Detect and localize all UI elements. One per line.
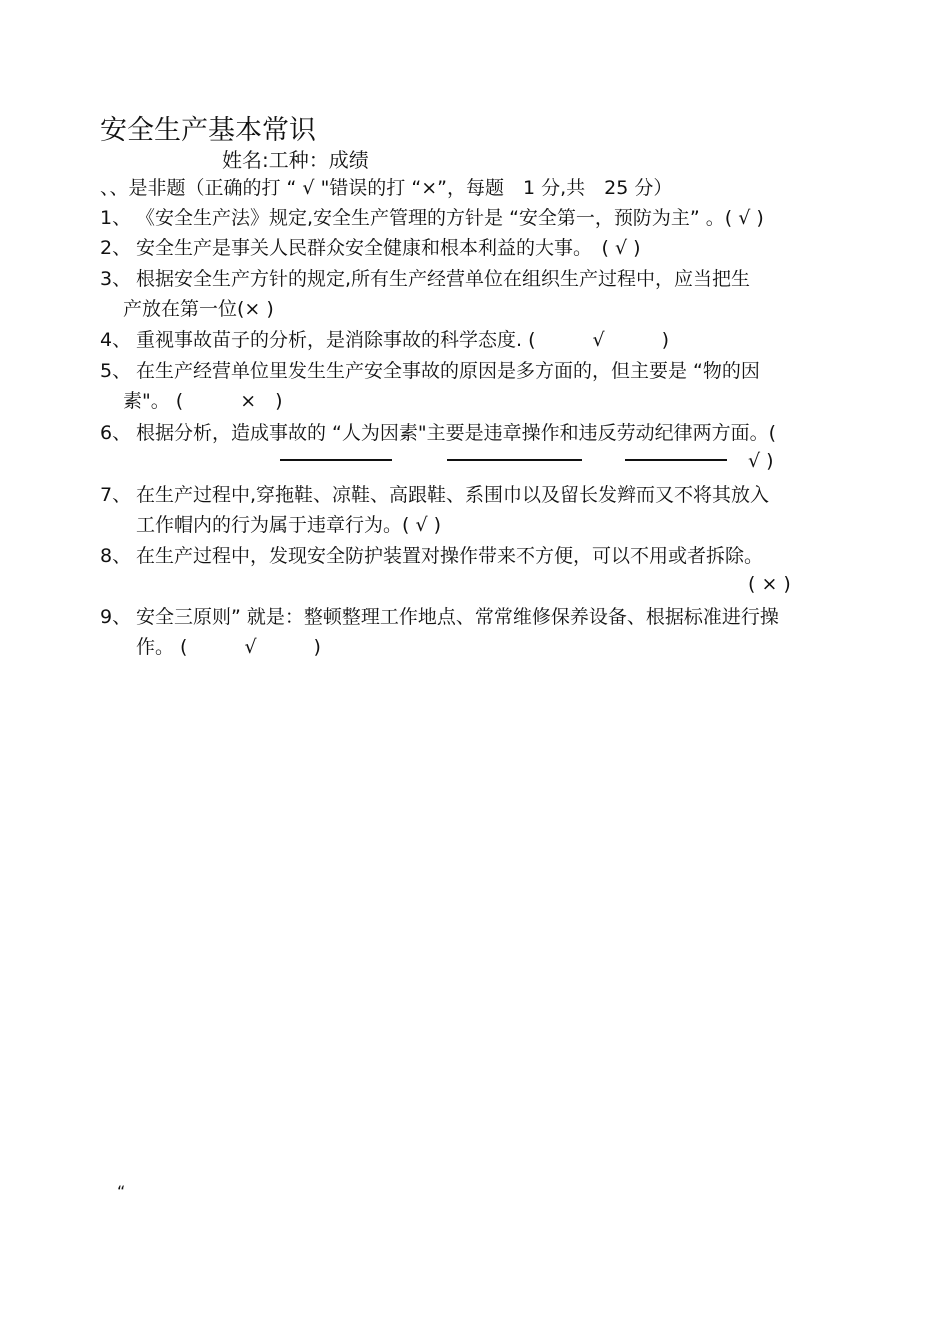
document-title: 安全生产基本常识	[100, 115, 316, 146]
question-text: 安全生产是事关人民群众安全健康和根本利益的大事。 ( √ )	[136, 237, 641, 259]
question-text: 根据分析，造成事故的 “人为因素"主要是违章操作和违反劳动纪律两方面。(	[136, 422, 777, 444]
question-number: 1、	[100, 207, 132, 229]
footer-quote-mark: “	[117, 1182, 126, 1201]
question-number: 8、	[100, 545, 132, 567]
question-3	[100, 264, 900, 324]
question-text: 在生产过程中，发现安全防护装置对操作带来不方便，可以不用或者拆除。	[136, 545, 764, 567]
question-text-continued: 工作帽内的行为属于违章行为。( √ )	[136, 514, 442, 536]
blank-underline	[447, 459, 582, 461]
question-text: 在生产经营单位里发生生产安全事故的原因是多方面的，但主要是 “物的因	[136, 360, 760, 382]
blank-underline	[280, 459, 392, 461]
question-6	[100, 418, 900, 448]
question-1	[100, 203, 900, 233]
question-7	[100, 480, 900, 540]
question-number: 6、	[100, 422, 132, 444]
question-text: 根据安全生产方针的规定,所有生产经营单位在组织生产过程中，应当把生	[136, 268, 751, 290]
question-5	[100, 356, 900, 416]
question-number: 4、	[100, 329, 132, 351]
question-2	[100, 233, 900, 263]
question-text-continued: 素"。 ( × )	[123, 390, 283, 412]
question-number: 7、	[100, 484, 132, 506]
question-number: 9、	[100, 606, 132, 628]
question-text: 在生产过程中,穿拖鞋、凉鞋、高跟鞋、系围巾以及留长发辫而又不将其放入	[136, 484, 770, 506]
question-text: 《安全生产法》规定,安全生产管理的方针是 “安全第一，预防为主” 。( √ )	[136, 207, 764, 229]
question-text: 安全三原则” 就是：整顿整理工作地点、常常维修保养设备、根据标准进行操	[136, 606, 779, 628]
question-9	[100, 602, 900, 662]
question-number: 2、	[100, 237, 132, 259]
question-8	[100, 541, 900, 571]
question-text-continued: 产放在第一位(× )	[123, 298, 274, 320]
section-header: 、、是非题（正确的打 “ √ "错误的打 “×”，每题 1 分,共 25 分）	[100, 177, 673, 199]
question-number: 5、	[100, 360, 132, 382]
question-4	[100, 325, 900, 355]
name-line: 姓名:工种：成绩	[222, 148, 369, 172]
question-6-answer: √ )	[748, 450, 774, 472]
question-number: 3、	[100, 268, 132, 290]
question-8-answer: ( × )	[748, 573, 791, 595]
question-text-continued: 作。 ( √ )	[136, 636, 321, 658]
blank-underline	[625, 459, 727, 461]
question-text: 重视事故苗子的分析，是消除事故的科学态度. ( √ )	[136, 329, 670, 351]
